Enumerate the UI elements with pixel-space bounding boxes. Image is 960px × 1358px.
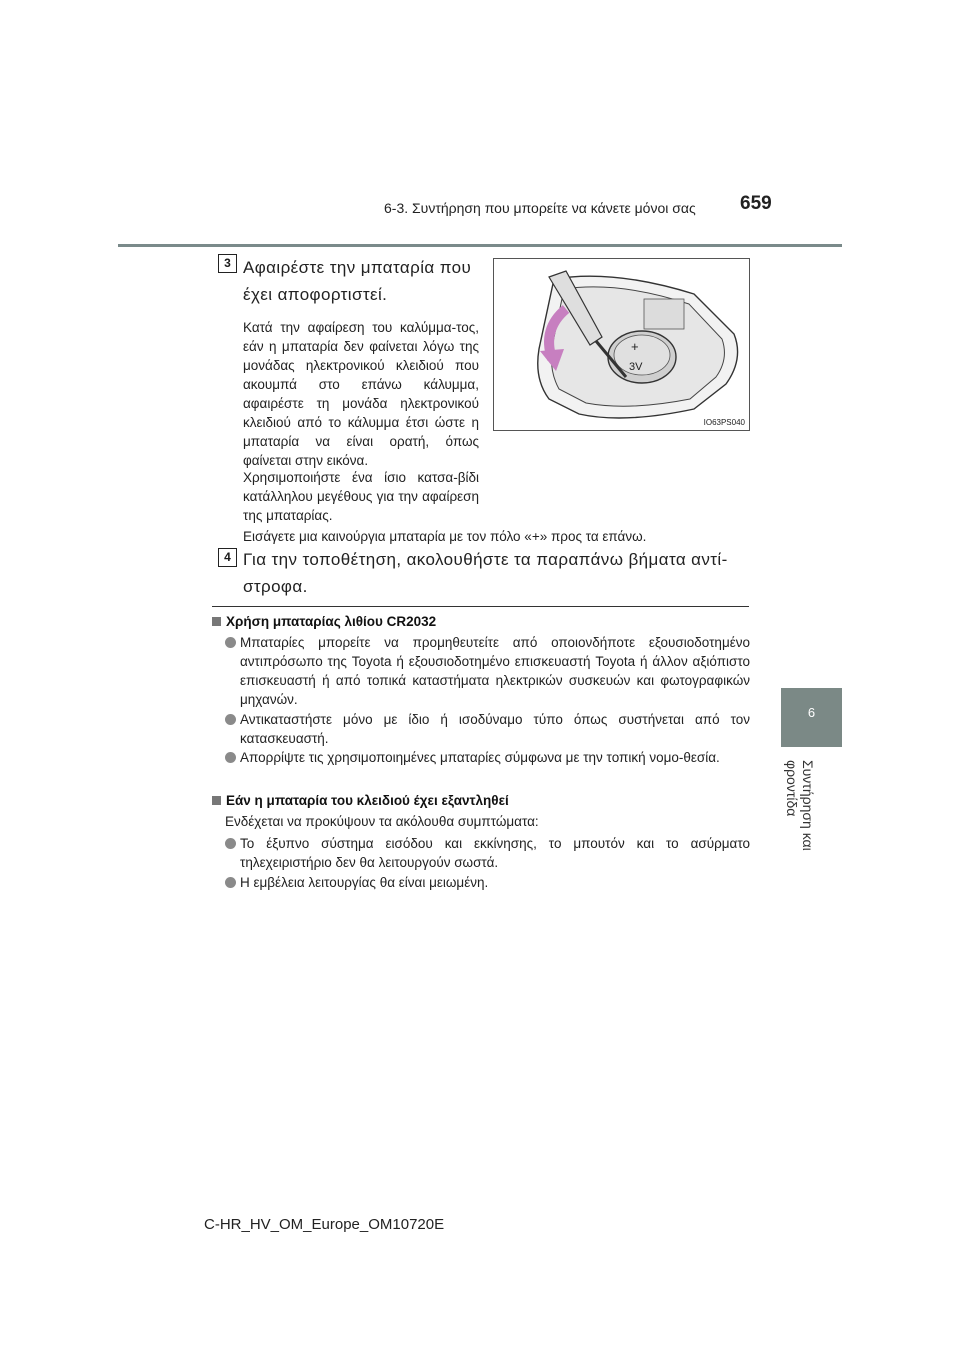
note-bullet-5: Η εμβέλεια λειτουργίας θα είναι μειωμένη. bbox=[240, 873, 750, 892]
note-bullet-1: Μπαταρίες μπορείτε να προμηθευτείτε από οποιονδήποτε εξουσιοδοτημένο αντιπρόσωπο της Toyota ή εξουσιοδοτημένο επισκευαστή Toyota ή άλλον αξιόπιστο επισκευαστή ή από τοπικά καταστήματα ηλεκτρικών συσκευών και φωτογραφικών μηχανών. bbox=[240, 633, 750, 709]
step3-para2: Χρησιμοποιήστε ένα ίσιο κατσα-βίδι κατάλληλου μεγέθους για την αφαίρεση της μπαταρίας. bbox=[243, 470, 479, 523]
circle-bullet-icon bbox=[225, 752, 236, 763]
document-code: C-HR_HV_OM_Europe_OM10720E bbox=[204, 1216, 445, 1233]
note-bullet-3: Απορρίψτε τις χρησιμοποιημένες μπαταρίες σύμφωνα με την τοπική νομο-θεσία. bbox=[240, 748, 750, 767]
note-intro: Ενδέχεται να προκύψουν τα ακόλουθα συμπτώματα: bbox=[225, 814, 539, 829]
step3-para3: Εισάγετε μια καινούργια μπαταρία με τον πόλο «+» προς τα επάνω. bbox=[243, 529, 647, 544]
illustration-code: IO63PS040 bbox=[703, 418, 745, 427]
step3-title: Αφαιρέστε την μπαταρία που έχει αποφορτιστεί. bbox=[243, 258, 472, 304]
step-badge-3: 3 bbox=[218, 254, 237, 273]
note-heading-cr2032 bbox=[212, 614, 436, 629]
chapter-number: 6 bbox=[807, 705, 816, 720]
header-rule bbox=[118, 244, 842, 247]
note-heading-battery-depleted bbox=[212, 793, 509, 808]
battery-plus-label: + bbox=[631, 339, 639, 354]
square-bullet-icon bbox=[212, 617, 221, 626]
circle-bullet-icon bbox=[225, 838, 236, 849]
key-opening-drawing bbox=[494, 259, 751, 432]
page-number: 659 bbox=[740, 193, 772, 214]
section-header: 6-3. Συντήρηση που μπορείτε να κάνετε μόνοι σας bbox=[384, 200, 696, 216]
circle-bullet-icon bbox=[225, 637, 236, 648]
note-bullet-4: Το έξυπνο σύστημα εισόδου και εκκίνησης, το μπουτόν και το ασύρματο τηλεχειριστήριο δεν θα λειτουργούν σωστά. bbox=[240, 834, 750, 872]
circle-bullet-icon bbox=[225, 877, 236, 888]
electronic-key-module bbox=[644, 299, 684, 329]
step4-title: Για την τοποθέτηση, ακολουθήστε τα παραπάνω βήματα αντί-στροφα. bbox=[243, 550, 728, 596]
chapter-label: Συντήρηση και φροντίδα bbox=[784, 760, 816, 851]
square-bullet-icon bbox=[212, 796, 221, 805]
battery-voltage-label: 3V bbox=[629, 361, 643, 373]
note-heading-text: Χρήση μπαταρίας λιθίου CR2032 bbox=[226, 614, 437, 629]
key-battery-illustration bbox=[493, 258, 750, 431]
step-badge-4: 4 bbox=[218, 548, 237, 567]
note-heading-text: Εάν η μπαταρία του κλειδιού έχει εξαντληθεί bbox=[226, 793, 509, 808]
note-bullet-2: Αντικαταστήστε μόνο με ίδιο ή ισοδύναμο τύπο όπως συστήνεται από τον κατασκευαστή. bbox=[240, 710, 750, 748]
step3-para1: Κατά την αφαίρεση του καλύμμα-τος, εάν η μπαταρία δεν φαίνεται λόγω της μονάδας ηλεκτρονικού κλειδιού που ακουμπά στο επάνω κάλυμμα, αφαιρέστε τη μονάδα ηλεκτρονικού κλειδιού από το κάλυμμα έτσι ώστε η μπαταρία να είναι ορατή, όπως φαίνεται στην εικόνα. bbox=[243, 320, 479, 468]
circle-bullet-icon bbox=[225, 714, 236, 725]
section-divider bbox=[212, 606, 749, 607]
chapter-tab bbox=[781, 688, 842, 747]
